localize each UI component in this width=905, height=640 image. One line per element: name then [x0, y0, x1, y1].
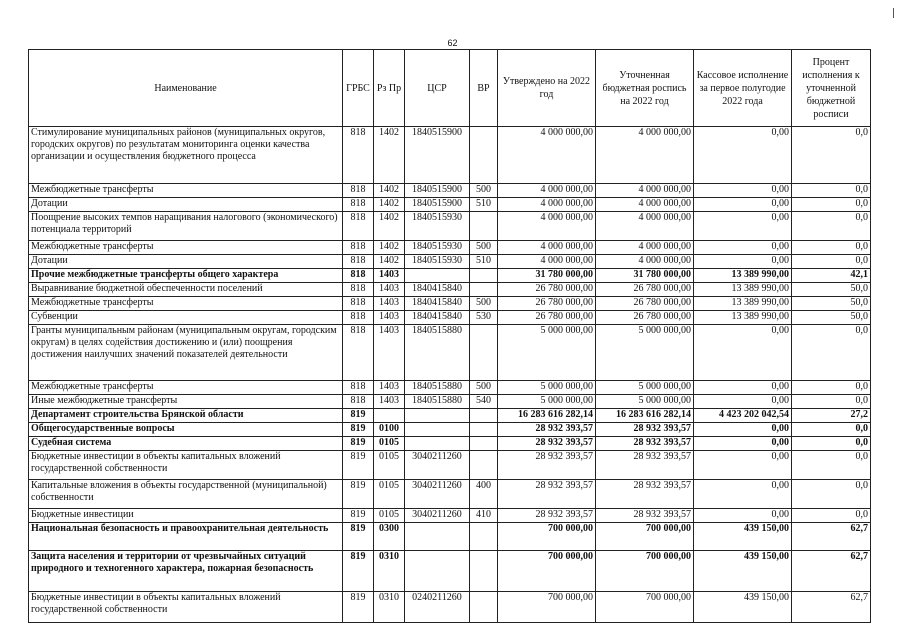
cell-approved: 700 000,00: [498, 592, 596, 623]
cell-cash: 0,00: [694, 423, 792, 437]
cell-vr: [470, 325, 498, 381]
cell-percent: 0,0: [792, 255, 871, 269]
cell-rzpr: 1403: [374, 325, 405, 381]
cell-csr: 1840515880: [405, 381, 470, 395]
cell-vr: [470, 127, 498, 184]
cell-vr: [470, 212, 498, 241]
header-approved: Утверждено на 2022 год: [498, 50, 596, 127]
cell-rzpr: 1402: [374, 198, 405, 212]
cell-approved: 5 000 000,00: [498, 395, 596, 409]
cell-refined: 28 932 393,57: [596, 509, 694, 523]
cell-refined: 4 000 000,00: [596, 212, 694, 241]
table-body: [29, 127, 871, 623]
cell-percent: 0,0: [792, 423, 871, 437]
cell-grbs: 819: [343, 437, 374, 451]
cell-percent: 0,0: [792, 325, 871, 381]
table-row: [29, 198, 871, 212]
cell-csr: 1840515900: [405, 184, 470, 198]
cell-grbs: 818: [343, 269, 374, 283]
cell-cash: 13 389 990,00: [694, 283, 792, 297]
cell-cash: 0,00: [694, 241, 792, 255]
cell-approved: 4 000 000,00: [498, 127, 596, 184]
cell-cash: 0,00: [694, 212, 792, 241]
cell-vr: [470, 451, 498, 480]
header-cash: Кассовое исполнение за первое полугодие 2022 года: [694, 50, 792, 127]
cell-vr: [470, 523, 498, 551]
cell-approved: 4 000 000,00: [498, 241, 596, 255]
header-rzpr: Рз Пр: [374, 50, 405, 127]
cell-vr: 400: [470, 480, 498, 509]
cell-percent: 0,0: [792, 509, 871, 523]
cell-cash: 0,00: [694, 509, 792, 523]
cell-name: Поощрение высоких темпов наращивания налогового (экономического) потенциала территорий: [29, 212, 343, 241]
cell-cash: 4 423 202 042,54: [694, 409, 792, 423]
cell-percent: 0,0: [792, 480, 871, 509]
table-row: [29, 509, 871, 523]
cell-csr: 1840515900: [405, 127, 470, 184]
cell-percent: 0,0: [792, 451, 871, 480]
cell-refined: 5 000 000,00: [596, 395, 694, 409]
cell-grbs: 819: [343, 423, 374, 437]
cell-csr: [405, 423, 470, 437]
cell-cash: 13 389 990,00: [694, 297, 792, 311]
table-row: [29, 381, 871, 395]
cell-approved: 4 000 000,00: [498, 198, 596, 212]
cell-name: Судебная система: [29, 437, 343, 451]
cell-name: Дотации: [29, 255, 343, 269]
cell-rzpr: 1402: [374, 184, 405, 198]
table-row: [29, 241, 871, 255]
cell-cash: 0,00: [694, 437, 792, 451]
cell-name: Капитальные вложения в объекты государственной (муниципальной) собственности: [29, 480, 343, 509]
cell-rzpr: [374, 409, 405, 423]
cell-rzpr: 0310: [374, 592, 405, 623]
cell-approved: 5 000 000,00: [498, 381, 596, 395]
cell-vr: 510: [470, 198, 498, 212]
cell-refined: 5 000 000,00: [596, 325, 694, 381]
cell-csr: [405, 409, 470, 423]
cell-percent: 50,0: [792, 297, 871, 311]
table-row: [29, 437, 871, 451]
page-number: 62: [447, 38, 458, 48]
header-grbs: ГРБС: [343, 50, 374, 127]
cell-refined: 700 000,00: [596, 551, 694, 592]
cell-percent: 62,7: [792, 592, 871, 623]
cell-refined: 4 000 000,00: [596, 255, 694, 269]
header-vr: ВР: [470, 50, 498, 127]
cell-approved: 5 000 000,00: [498, 325, 596, 381]
table-row: [29, 423, 871, 437]
cell-grbs: 818: [343, 241, 374, 255]
cell-vr: 500: [470, 381, 498, 395]
cell-name: Стимулирование муниципальных районов (муниципальных округов, городских округов) по результатам мониторинга оценки качества организации и осуществления бюджетного процесса: [29, 127, 343, 184]
cell-refined: 16 283 616 282,14: [596, 409, 694, 423]
cell-grbs: 819: [343, 523, 374, 551]
cell-rzpr: 0105: [374, 451, 405, 480]
cell-rzpr: 1403: [374, 283, 405, 297]
table-row: [29, 480, 871, 509]
cell-csr: [405, 523, 470, 551]
cell-cash: 439 150,00: [694, 592, 792, 623]
header-percent: Процент исполнения к уточненной бюджетной росписи: [792, 50, 871, 127]
cell-csr: 3040211260: [405, 509, 470, 523]
cell-vr: [470, 437, 498, 451]
cell-name: Межбюджетные трансферты: [29, 184, 343, 198]
cell-approved: 4 000 000,00: [498, 184, 596, 198]
cell-refined: 700 000,00: [596, 523, 694, 551]
cell-rzpr: 1402: [374, 212, 405, 241]
cell-name: Бюджетные инвестиции в объекты капитальных вложений государственной собственности: [29, 592, 343, 623]
cell-vr: 540: [470, 395, 498, 409]
cell-refined: 28 932 393,57: [596, 437, 694, 451]
cell-refined: 5 000 000,00: [596, 381, 694, 395]
cell-cash: 0,00: [694, 325, 792, 381]
cell-refined: 4 000 000,00: [596, 127, 694, 184]
table-row: [29, 255, 871, 269]
cell-csr: 1840415840: [405, 283, 470, 297]
cell-csr: 1840515900: [405, 198, 470, 212]
cell-grbs: 819: [343, 509, 374, 523]
cell-approved: 31 780 000,00: [498, 269, 596, 283]
table-row: [29, 311, 871, 325]
cell-grbs: 818: [343, 255, 374, 269]
cell-vr: [470, 423, 498, 437]
cell-csr: 0240211260: [405, 592, 470, 623]
cell-approved: 4 000 000,00: [498, 255, 596, 269]
cell-cash: 0,00: [694, 255, 792, 269]
cell-grbs: 818: [343, 325, 374, 381]
cell-csr: 1840415840: [405, 297, 470, 311]
cell-grbs: 819: [343, 592, 374, 623]
table-row: [29, 297, 871, 311]
cell-cash: 439 150,00: [694, 523, 792, 551]
cell-approved: 16 283 616 282,14: [498, 409, 596, 423]
cell-rzpr: 1403: [374, 395, 405, 409]
cell-csr: 3040211260: [405, 451, 470, 480]
cell-csr: 1840415840: [405, 311, 470, 325]
cell-name: Защита населения и территории от чрезвычайных ситуаций природного и техногенного характера, пожарная безопасность: [29, 551, 343, 592]
table-header-row: [29, 50, 871, 127]
cell-name: Дотации: [29, 198, 343, 212]
cell-cash: 0,00: [694, 480, 792, 509]
cell-refined: 26 780 000,00: [596, 297, 694, 311]
cell-refined: 26 780 000,00: [596, 283, 694, 297]
cell-percent: 42,1: [792, 269, 871, 283]
cell-refined: 28 932 393,57: [596, 423, 694, 437]
cell-vr: [470, 409, 498, 423]
cell-rzpr: 1402: [374, 127, 405, 184]
cell-refined: 26 780 000,00: [596, 311, 694, 325]
table-row: [29, 184, 871, 198]
cell-grbs: 818: [343, 283, 374, 297]
cell-approved: 26 780 000,00: [498, 297, 596, 311]
cell-percent: 0,0: [792, 437, 871, 451]
cell-refined: 28 932 393,57: [596, 480, 694, 509]
cell-rzpr: 1403: [374, 297, 405, 311]
cell-name: Гранты муниципальным районам (муниципальным округам, городским округам) в целях содействия достижению и (или) поощрения достижения наилучших значений показателей деятельности: [29, 325, 343, 381]
cell-name: Прочие межбюджетные трансферты общего характера: [29, 269, 343, 283]
cell-percent: 62,7: [792, 523, 871, 551]
cell-percent: 0,0: [792, 381, 871, 395]
cell-name: Национальная безопасность и правоохранительная деятельность: [29, 523, 343, 551]
cell-name: Общегосударственные вопросы: [29, 423, 343, 437]
cell-csr: 1840515930: [405, 241, 470, 255]
cell-csr: [405, 551, 470, 592]
cell-approved: 26 780 000,00: [498, 311, 596, 325]
table-row: [29, 409, 871, 423]
cell-refined: 4 000 000,00: [596, 198, 694, 212]
header-name: Наименование: [29, 50, 343, 127]
cell-refined: 31 780 000,00: [596, 269, 694, 283]
cell-approved: 700 000,00: [498, 523, 596, 551]
cell-name: Субвенции: [29, 311, 343, 325]
cell-csr: 1840515880: [405, 325, 470, 381]
cell-percent: 50,0: [792, 311, 871, 325]
cell-rzpr: 1403: [374, 269, 405, 283]
table-row: [29, 592, 871, 623]
cell-refined: 700 000,00: [596, 592, 694, 623]
table-row: [29, 269, 871, 283]
cell-grbs: 818: [343, 212, 374, 241]
cell-vr: [470, 283, 498, 297]
cell-approved: 28 932 393,57: [498, 437, 596, 451]
cell-cash: 13 389 990,00: [694, 269, 792, 283]
cell-name: Бюджетные инвестиции: [29, 509, 343, 523]
cell-approved: 28 932 393,57: [498, 509, 596, 523]
cell-percent: 0,0: [792, 127, 871, 184]
cell-rzpr: 0310: [374, 551, 405, 592]
cell-approved: 4 000 000,00: [498, 212, 596, 241]
header-refined: Уточненная бюджетная роспись на 2022 год: [596, 50, 694, 127]
table-row: [29, 451, 871, 480]
cell-cash: 0,00: [694, 381, 792, 395]
cell-grbs: 819: [343, 451, 374, 480]
cell-cash: 0,00: [694, 127, 792, 184]
cell-refined: 4 000 000,00: [596, 241, 694, 255]
cell-name: Межбюджетные трансферты: [29, 241, 343, 255]
cell-vr: [470, 592, 498, 623]
cell-percent: 0,0: [792, 212, 871, 241]
cell-grbs: 818: [343, 127, 374, 184]
cell-percent: 0,0: [792, 241, 871, 255]
cell-percent: 0,0: [792, 198, 871, 212]
cell-grbs: 819: [343, 480, 374, 509]
cell-approved: 26 780 000,00: [498, 283, 596, 297]
cell-csr: 1840515880: [405, 395, 470, 409]
cell-vr: [470, 551, 498, 592]
cell-cash: 13 389 990,00: [694, 311, 792, 325]
cell-percent: 0,0: [792, 395, 871, 409]
page-edge-mark: [893, 8, 894, 18]
cell-csr: [405, 269, 470, 283]
cell-approved: 28 932 393,57: [498, 451, 596, 480]
cell-rzpr: 0300: [374, 523, 405, 551]
cell-percent: 27,2: [792, 409, 871, 423]
cell-csr: 3040211260: [405, 480, 470, 509]
cell-vr: [470, 269, 498, 283]
cell-name: Межбюджетные трансферты: [29, 297, 343, 311]
cell-name: Выравнивание бюджетной обеспеченности поселений: [29, 283, 343, 297]
header-csr: ЦСР: [405, 50, 470, 127]
cell-rzpr: 1402: [374, 241, 405, 255]
budget-table: [28, 49, 871, 623]
cell-vr: 500: [470, 241, 498, 255]
cell-csr: 1840515930: [405, 212, 470, 241]
cell-name: Бюджетные инвестиции в объекты капитальных вложений государственной собственности: [29, 451, 343, 480]
table-row: [29, 523, 871, 551]
cell-name: Департамент строительства Брянской области: [29, 409, 343, 423]
cell-approved: 28 932 393,57: [498, 480, 596, 509]
cell-refined: 4 000 000,00: [596, 184, 694, 198]
cell-percent: 0,0: [792, 184, 871, 198]
cell-csr: 1840515930: [405, 255, 470, 269]
cell-name: Иные межбюджетные трансферты: [29, 395, 343, 409]
cell-grbs: 818: [343, 184, 374, 198]
cell-percent: 50,0: [792, 283, 871, 297]
cell-cash: 0,00: [694, 451, 792, 480]
table-row: [29, 283, 871, 297]
cell-grbs: 818: [343, 297, 374, 311]
table-row: [29, 395, 871, 409]
cell-grbs: 818: [343, 381, 374, 395]
cell-rzpr: 0100: [374, 423, 405, 437]
cell-vr: 410: [470, 509, 498, 523]
cell-grbs: 818: [343, 311, 374, 325]
table-row: [29, 551, 871, 592]
cell-rzpr: 1403: [374, 311, 405, 325]
cell-rzpr: 1402: [374, 255, 405, 269]
cell-cash: 0,00: [694, 184, 792, 198]
cell-refined: 28 932 393,57: [596, 451, 694, 480]
table-row: [29, 325, 871, 381]
cell-grbs: 819: [343, 409, 374, 423]
table-row: [29, 127, 871, 184]
cell-approved: 28 932 393,57: [498, 423, 596, 437]
cell-approved: 700 000,00: [498, 551, 596, 592]
cell-grbs: 818: [343, 395, 374, 409]
cell-cash: 439 150,00: [694, 551, 792, 592]
cell-grbs: 819: [343, 551, 374, 592]
cell-vr: 500: [470, 297, 498, 311]
cell-rzpr: 1403: [374, 381, 405, 395]
cell-rzpr: 0105: [374, 480, 405, 509]
cell-vr: 530: [470, 311, 498, 325]
cell-vr: 510: [470, 255, 498, 269]
cell-rzpr: 0105: [374, 509, 405, 523]
cell-rzpr: 0105: [374, 437, 405, 451]
cell-cash: 0,00: [694, 395, 792, 409]
cell-cash: 0,00: [694, 198, 792, 212]
cell-vr: 500: [470, 184, 498, 198]
cell-percent: 62,7: [792, 551, 871, 592]
cell-csr: [405, 437, 470, 451]
table-row: [29, 212, 871, 241]
cell-name: Межбюджетные трансферты: [29, 381, 343, 395]
cell-grbs: 818: [343, 198, 374, 212]
